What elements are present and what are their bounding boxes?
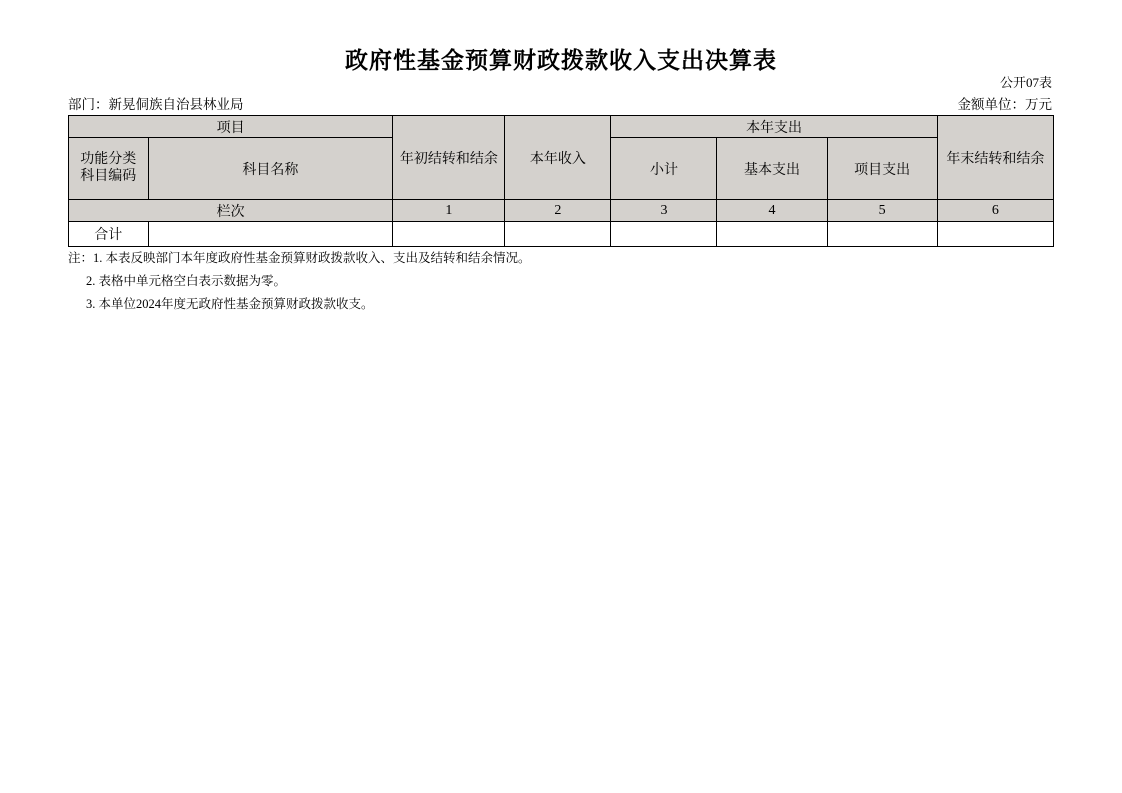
table-row	[69, 222, 1054, 247]
column-header-subject-name: 科目名称	[148, 138, 393, 200]
column-number-1: 1	[393, 200, 505, 222]
column-header-begin-balance: 年初结转和结余	[393, 116, 505, 200]
department-label: 部门：新晃侗族自治县林业局	[68, 97, 244, 112]
cell-total-code: 合计	[69, 222, 149, 247]
cell-total-end-balance	[937, 222, 1053, 247]
table-notes	[68, 247, 531, 316]
note-line-3: 3. 本单位2024年度无政府性基金预算财政拨款收支。	[86, 297, 374, 312]
column-header-function-code-line1: 功能分类	[80, 152, 137, 168]
amount-unit-label: 金额单位：万元	[957, 97, 1052, 112]
cell-total-subtotal	[611, 222, 717, 247]
cell-total-income	[505, 222, 611, 247]
column-header-income: 本年收入	[505, 116, 611, 200]
cell-total-basic	[717, 222, 827, 247]
cell-total-project	[827, 222, 937, 247]
group-header-project: 项目	[69, 116, 393, 138]
column-header-basic-expenditure: 基本支出	[717, 138, 827, 200]
column-header-function-code-line2: 科目编码	[80, 168, 137, 184]
column-number-5: 5	[827, 200, 937, 222]
column-header-subtotal: 小计	[611, 138, 717, 200]
cell-total-begin-balance	[393, 222, 505, 247]
cell-total-name	[148, 222, 393, 247]
note-line-2: 2. 表格中单元格空白表示数据为零。	[86, 274, 287, 289]
column-header-end-balance: 年末结转和结余	[937, 116, 1053, 200]
column-number-3: 3	[611, 200, 717, 222]
group-header-expenditure: 本年支出	[611, 116, 937, 138]
page-title: 政府性基金预算财政拨款收入支出决算表	[345, 48, 777, 73]
column-header-function-code	[69, 138, 149, 200]
column-number-2: 2	[505, 200, 611, 222]
table-group-header-row	[69, 116, 1054, 138]
budget-table	[68, 115, 1054, 247]
note-line-1: 注：1. 本表反映部门本年度政府性基金预算财政拨款收入、支出及结转和结余情况。	[68, 251, 531, 265]
row-number-label: 栏次	[69, 200, 393, 222]
column-number-6: 6	[937, 200, 1053, 222]
form-code-label: 公开07表	[999, 75, 1052, 90]
column-number-4: 4	[717, 200, 827, 222]
column-header-project-expenditure: 项目支出	[827, 138, 937, 200]
table-column-number-row	[69, 200, 1054, 222]
